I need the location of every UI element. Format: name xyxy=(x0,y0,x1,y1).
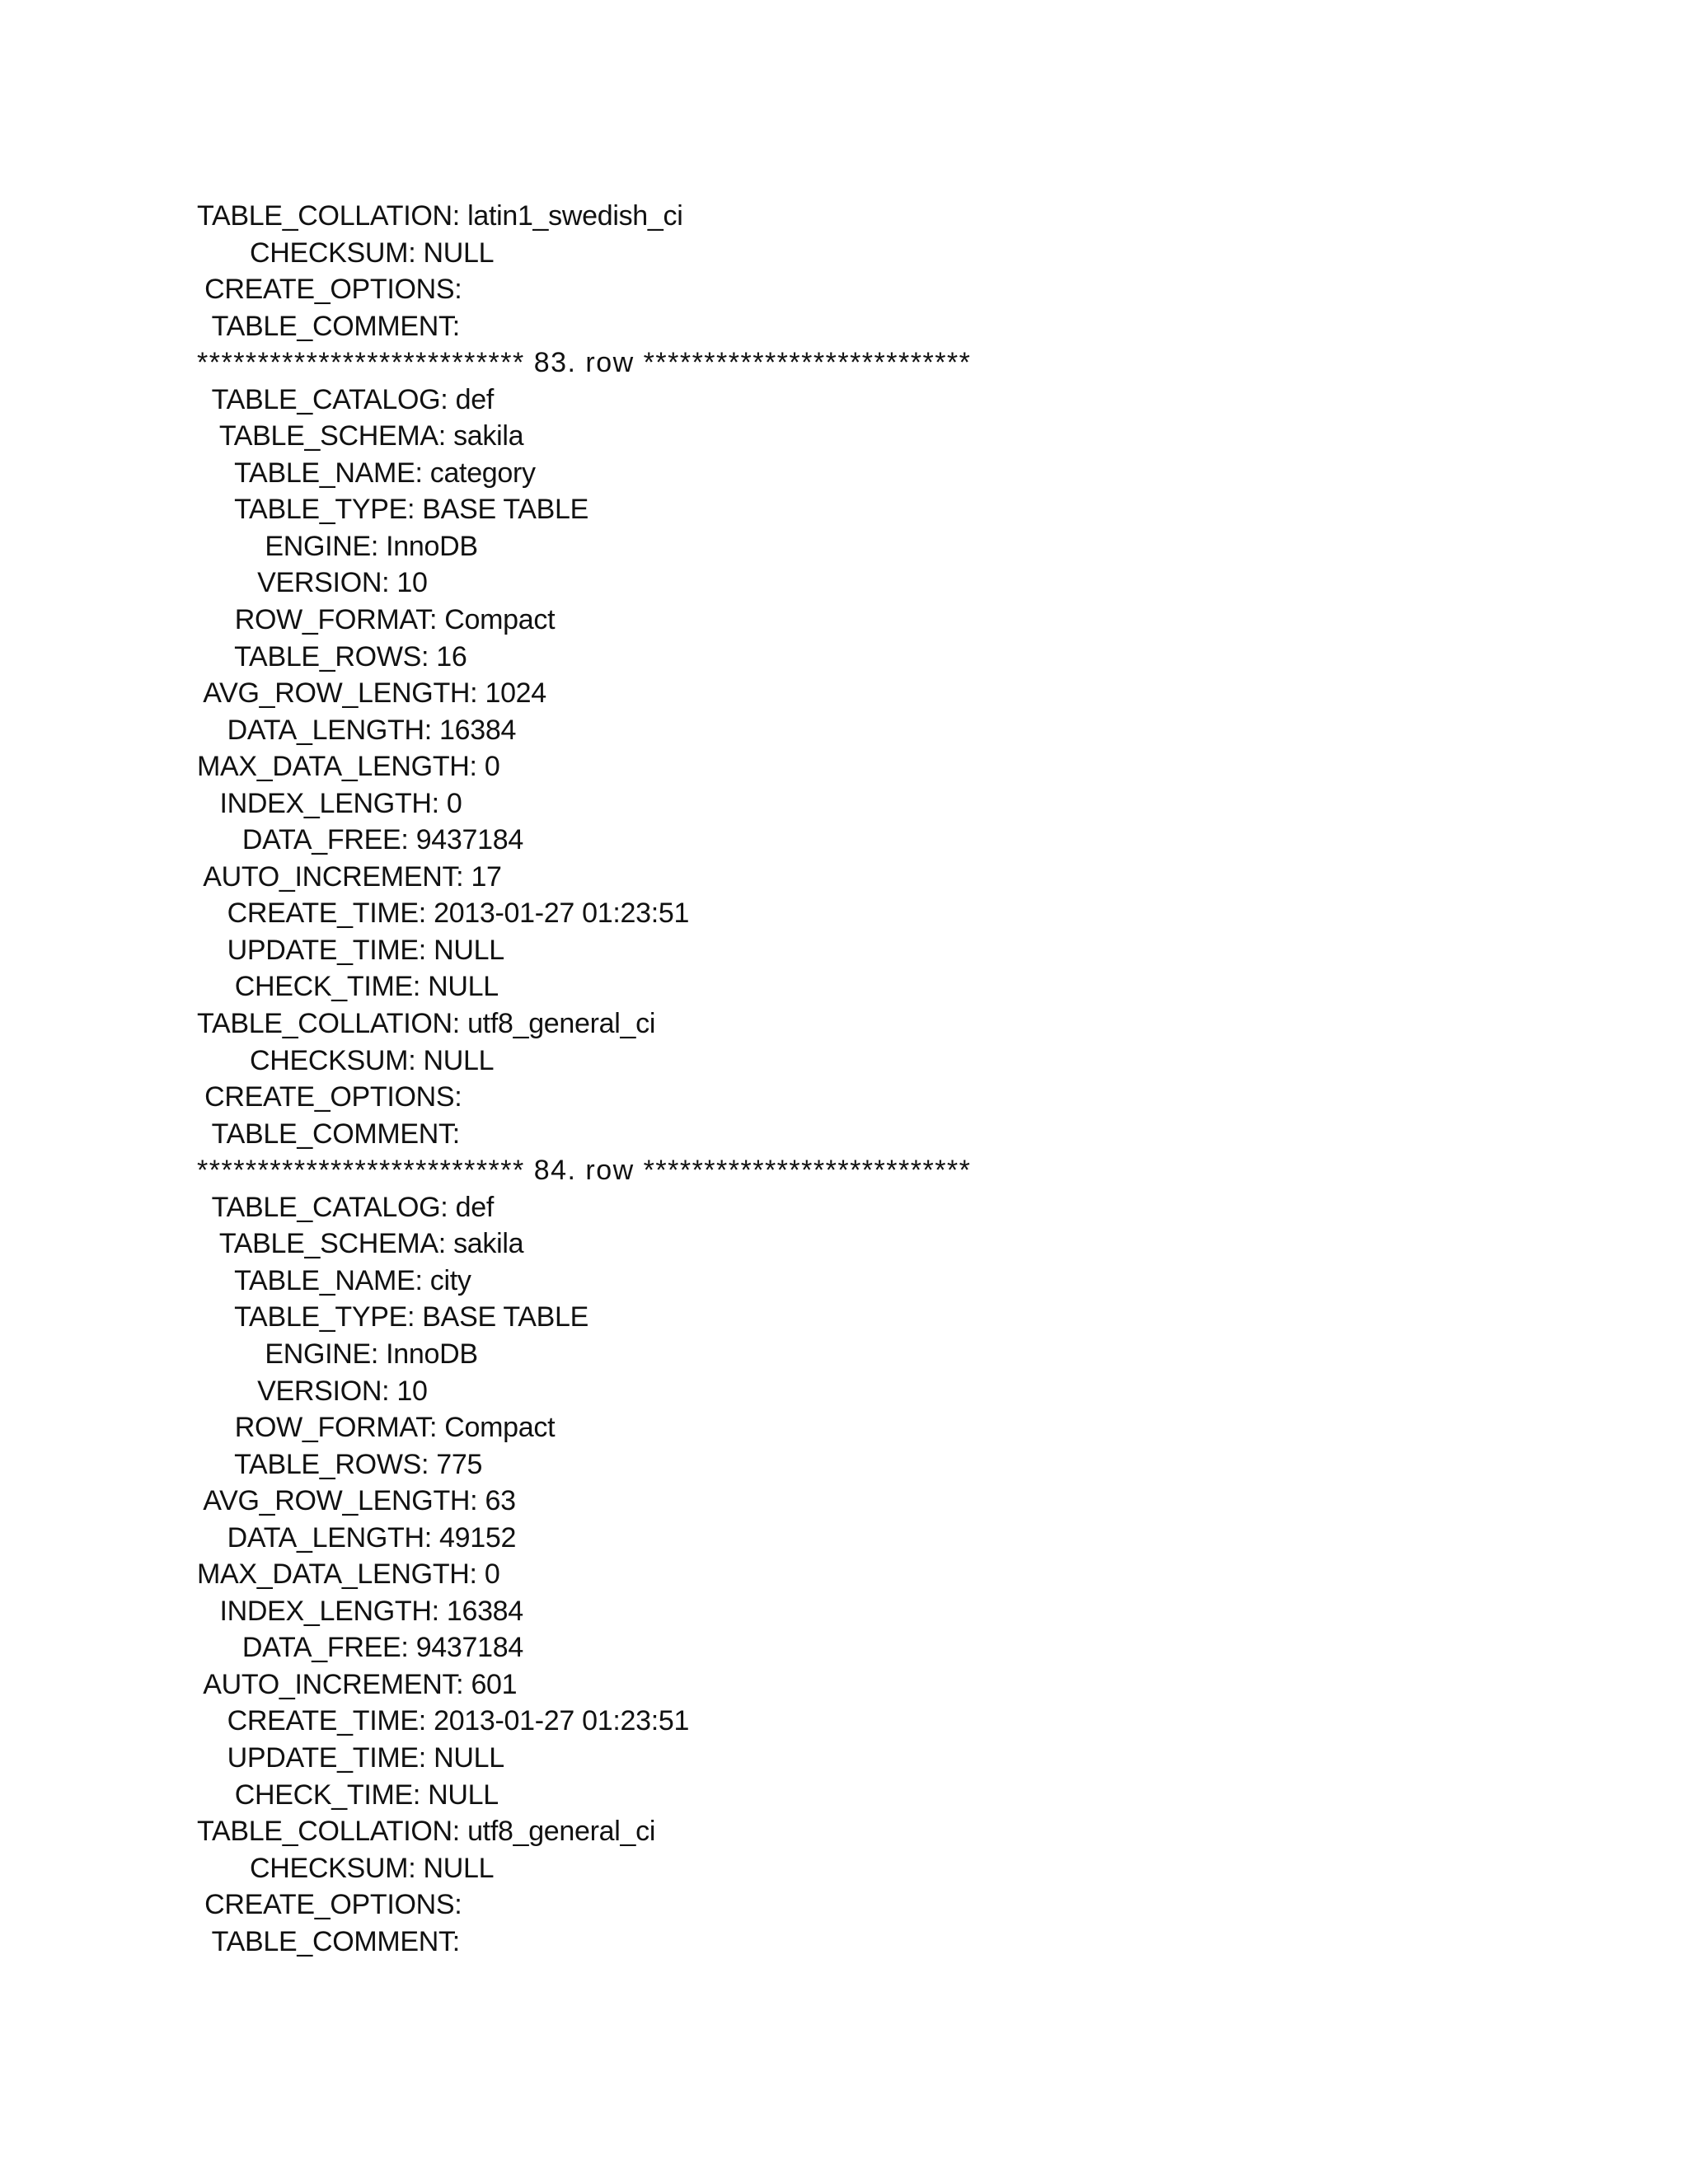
text-line: TABLE_CATALOG: def xyxy=(197,1191,494,1223)
text-line: ROW_FORMAT: Compact xyxy=(197,604,556,636)
text-line: TABLE_NAME: city xyxy=(197,1264,471,1296)
text-line: TABLE_COMMENT: xyxy=(197,1925,460,1957)
text-line: TABLE_CATALOG: def xyxy=(197,383,494,415)
text-line: AVG_ROW_LENGTH: 63 xyxy=(197,1485,516,1517)
text-line: ENGINE: InnoDB xyxy=(197,530,478,562)
text-line: CREATE_OPTIONS: xyxy=(197,1889,462,1921)
text-line: CREATE_OPTIONS: xyxy=(197,274,462,306)
text-line: ROW_FORMAT: Compact xyxy=(197,1412,556,1444)
text-line: CHECKSUM: NULL xyxy=(197,237,495,269)
text-line: DATA_FREE: 9437184 xyxy=(197,824,523,856)
text-line: ENGINE: InnoDB xyxy=(197,1338,478,1370)
text-line: CHECKSUM: NULL xyxy=(197,1044,495,1076)
text-line: MAX_DATA_LENGTH: 0 xyxy=(197,1558,500,1591)
text-line: DATA_LENGTH: 16384 xyxy=(197,714,517,746)
text-line: INDEX_LENGTH: 16384 xyxy=(197,1595,523,1627)
text-line: TABLE_COLLATION: utf8_general_ci xyxy=(197,1008,656,1040)
text-line: AVG_ROW_LENGTH: 1024 xyxy=(197,677,546,710)
text-line: DATA_LENGTH: 49152 xyxy=(197,1521,517,1554)
row-separator: *************************** 83. row *************************** xyxy=(197,347,972,379)
text-line: DATA_FREE: 9437184 xyxy=(197,1632,523,1664)
text-line: UPDATE_TIME: NULL xyxy=(197,934,504,966)
text-line: CREATE_TIME: 2013-01-27 01:23:51 xyxy=(197,1705,690,1737)
text-line: TABLE_NAME: category xyxy=(197,457,536,489)
text-line: CHECKSUM: NULL xyxy=(197,1852,495,1884)
text-line: TABLE_SCHEMA: sakila xyxy=(197,420,524,452)
text-line: TABLE_COLLATION: latin1_swedish_ci xyxy=(197,200,683,232)
mysql-output-text xyxy=(197,198,1433,1960)
text-line: TABLE_COMMENT: xyxy=(197,1118,460,1150)
text-line: CREATE_TIME: 2013-01-27 01:23:51 xyxy=(197,898,690,930)
text-line: VERSION: 10 xyxy=(197,567,428,599)
text-line: TABLE_SCHEMA: sakila xyxy=(197,1228,524,1260)
text-line: TABLE_TYPE: BASE TABLE xyxy=(197,1301,589,1333)
text-line: CHECK_TIME: NULL xyxy=(197,971,499,1003)
text-line: VERSION: 10 xyxy=(197,1375,428,1407)
text-line: MAX_DATA_LENGTH: 0 xyxy=(197,751,500,783)
text-line: TABLE_ROWS: 16 xyxy=(197,640,467,673)
text-line: TABLE_ROWS: 775 xyxy=(197,1448,483,1480)
text-line: UPDATE_TIME: NULL xyxy=(197,1741,504,1774)
text-line: CHECK_TIME: NULL xyxy=(197,1779,499,1811)
text-line: AUTO_INCREMENT: 17 xyxy=(197,860,502,893)
text-line: TABLE_COMMENT: xyxy=(197,310,460,342)
text-line: TABLE_COLLATION: utf8_general_ci xyxy=(197,1816,656,1848)
text-line: AUTO_INCREMENT: 601 xyxy=(197,1668,518,1700)
text-line: CREATE_OPTIONS: xyxy=(197,1081,462,1113)
text-line: TABLE_TYPE: BASE TABLE xyxy=(197,494,589,526)
text-line: INDEX_LENGTH: 0 xyxy=(197,787,462,819)
row-separator: *************************** 84. row *************************** xyxy=(197,1155,972,1187)
